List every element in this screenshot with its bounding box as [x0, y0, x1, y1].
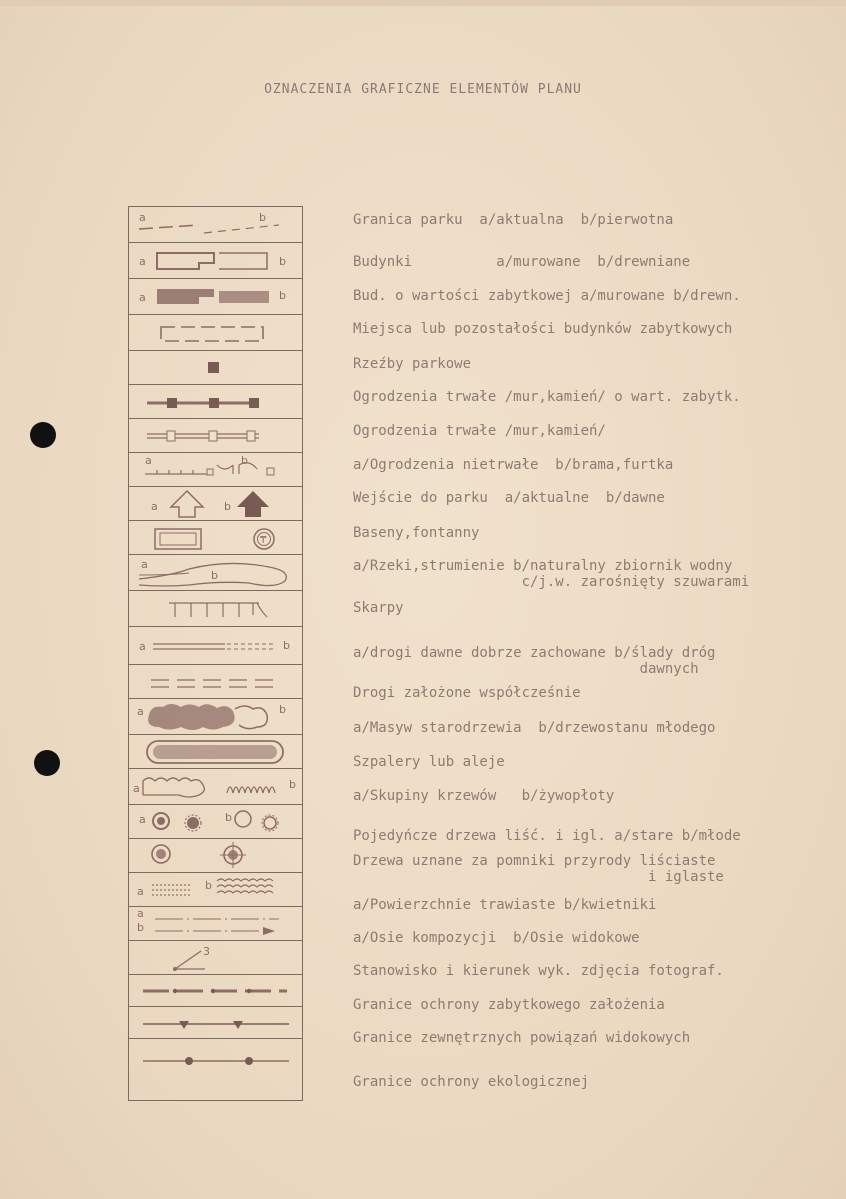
- legend-row: [129, 975, 302, 1007]
- legend-row: [129, 351, 302, 385]
- svg-text:3: 3: [203, 945, 210, 958]
- legend-label: Ogrodzenia trwałe /mur,kamień/: [353, 423, 606, 439]
- modern-roads-icon: [129, 665, 302, 698]
- svg-text:b: b: [224, 500, 231, 513]
- svg-text:b: b: [279, 703, 286, 716]
- composition-axes-icon: [129, 907, 302, 940]
- page-title: OZNACZENIA GRAFICZNE ELEMENTÓW PLANU: [264, 82, 582, 97]
- legend-label: a/Rzeki,strumienie b/naturalny zbiornik wodny c/j.w. zarośnięty szuwarami: [353, 558, 750, 590]
- svg-text:a: a: [139, 211, 146, 224]
- svg-text:b: b: [137, 921, 144, 934]
- legend-row: [129, 665, 302, 699]
- building-outline-icon: [129, 243, 302, 278]
- svg-text:a: a: [139, 291, 146, 304]
- legend-row: [129, 1039, 302, 1101]
- legend-label: Pojedyńcze drzewa liść. i igl. a/stare b/młode: [353, 828, 741, 844]
- legend-label: a/Powierzchnie trawiaste b/kwietniki: [353, 897, 657, 913]
- legend-row: [129, 769, 302, 805]
- punch-hole-bottom: [34, 750, 60, 776]
- boundary-dashes-icon: [129, 207, 302, 242]
- temporary-fence-gate-icon: [129, 453, 302, 486]
- monument-trees-icon: [129, 839, 302, 872]
- heritage-boundary-icon: [129, 975, 302, 1006]
- legend-label: Granice zewnętrznych powiązań widokowych: [353, 1030, 691, 1046]
- svg-text:a: a: [137, 885, 144, 898]
- svg-text:a: a: [139, 255, 146, 268]
- legend-symbol-table: [128, 206, 303, 1101]
- historic-building-icon: [129, 279, 302, 314]
- historic-fence-icon: [129, 385, 302, 418]
- svg-text:a: a: [151, 500, 158, 513]
- tree-alley-icon: [129, 735, 302, 768]
- legend-label: Granice ochrony ekologicznej: [353, 1074, 590, 1090]
- photo-direction-icon: [129, 941, 302, 974]
- legend-label: Drogi założone współcześnie: [353, 685, 581, 701]
- svg-text:b: b: [205, 879, 212, 892]
- svg-text:₸: ₸: [260, 535, 267, 546]
- legend-row: [129, 207, 302, 243]
- svg-text:b: b: [279, 255, 286, 268]
- legend-row: [129, 839, 302, 873]
- legend-label: Granice ochrony zabytkowego założenia: [353, 997, 665, 1013]
- legend-label: Miejsca lub pozostałości budynków zabytkowych: [353, 321, 733, 337]
- pool-fountain-icon: [129, 521, 302, 554]
- legend-label: Granica parku a/aktualna b/pierwotna: [353, 212, 674, 228]
- paper-top-edge: [0, 0, 846, 6]
- legend-row: [129, 1007, 302, 1039]
- legend-row: [129, 453, 302, 487]
- legend-label: Drzewa uznane za pomniki przyrody liściaste i iglaste: [353, 853, 724, 885]
- legend-row: [129, 555, 302, 591]
- legend-row: [129, 243, 302, 279]
- svg-text:a: a: [139, 813, 146, 826]
- legend-label: Ogrodzenia trwałe /mur,kamień/ o wart. zabytk.: [353, 389, 741, 405]
- svg-text:a: a: [139, 640, 146, 653]
- svg-text:b: b: [289, 778, 296, 791]
- grass-flowerbeds-icon: [129, 873, 302, 906]
- river-pond-icon: [129, 555, 302, 590]
- legend-row: [129, 735, 302, 769]
- legend-row: [129, 805, 302, 839]
- permanent-fence-icon: [129, 419, 302, 452]
- legend-row: [129, 315, 302, 351]
- legend-row: [129, 521, 302, 555]
- legend-row: [129, 419, 302, 453]
- ecological-boundary-icon: [129, 1039, 302, 1100]
- legend-label: Budynki a/murowane b/drewniane: [353, 254, 691, 270]
- legend-label: Rzeźby parkowe: [353, 356, 472, 372]
- legend-label: Bud. o wartości zabytkowej a/murowane b/drewn.: [353, 288, 741, 304]
- svg-text:a: a: [137, 907, 144, 920]
- legend-row: [129, 627, 302, 665]
- view-boundary-icon: [129, 1007, 302, 1038]
- svg-text:a: a: [141, 558, 148, 571]
- legend-row: [129, 279, 302, 315]
- punch-hole-top: [30, 422, 56, 448]
- legend-row: [129, 385, 302, 419]
- legend-row: [129, 699, 302, 735]
- legend-row: [129, 487, 302, 521]
- legend-row: [129, 873, 302, 907]
- svg-text:b: b: [225, 811, 232, 824]
- legend-label: a/Masyw starodrzewia b/drzewostanu młodego: [353, 720, 716, 736]
- shrubs-hedge-icon: [129, 769, 302, 804]
- svg-text:b: b: [259, 211, 266, 224]
- legend-label: Wejście do parku a/aktualne b/dawne: [353, 490, 665, 506]
- svg-text:a: a: [137, 705, 144, 718]
- legend-label: Stanowisko i kierunek wyk. zdjęcia fotograf.: [353, 963, 724, 979]
- escarpment-icon: [129, 591, 302, 626]
- building-remains-icon: [129, 315, 302, 350]
- svg-text:a: a: [145, 454, 152, 467]
- tree-mass-icon: [129, 699, 302, 734]
- legend-label: a/Osie kompozycji b/Osie widokowe: [353, 930, 640, 946]
- svg-text:b: b: [241, 454, 248, 467]
- legend-row: [129, 591, 302, 627]
- legend-row: [129, 907, 302, 941]
- legend-label: Szpalery lub aleje: [353, 754, 505, 770]
- park-entrance-arrow-icon: [129, 487, 302, 520]
- legend-label: a/Skupiny krzewów b/żywopłoty: [353, 788, 615, 804]
- single-trees-icon: [129, 805, 302, 838]
- svg-text:b: b: [279, 289, 286, 302]
- sculpture-square-icon: [129, 351, 302, 384]
- svg-text:a: a: [133, 782, 140, 795]
- legend-row: [129, 941, 302, 975]
- legend-label: a/Ogrodzenia nietrwałe b/brama,furtka: [353, 457, 674, 473]
- old-roads-icon: [129, 627, 302, 664]
- legend-label: Skarpy: [353, 600, 404, 616]
- legend-label: a/drogi dawne dobrze zachowane b/ślady dróg dawnych: [353, 645, 716, 677]
- svg-text:b: b: [283, 639, 290, 652]
- legend-label: Baseny,fontanny: [353, 525, 480, 541]
- svg-text:b: b: [211, 569, 218, 582]
